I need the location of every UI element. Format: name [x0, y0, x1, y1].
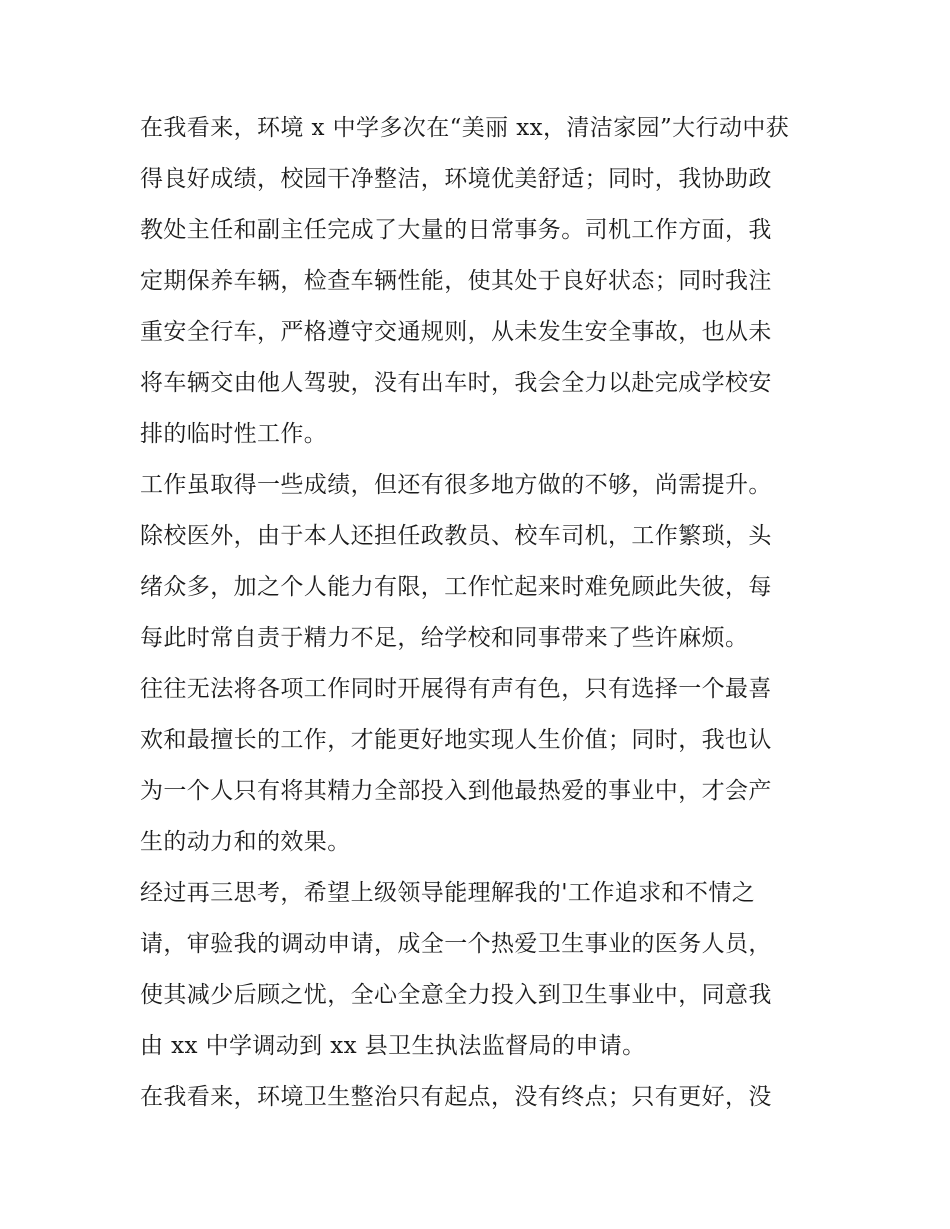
text-line: 使其减少后顾之忧，全心全意全力投入到卫生事业中，同意我 — [140, 982, 772, 1008]
document-body — [140, 103, 820, 1123]
text-line: 在我看来，环境卫生整治只有起点，没有终点；只有更好，没 — [140, 1084, 772, 1110]
text-line: 排的临时性工作。 — [140, 421, 328, 447]
text-line: 生的动力和的效果。 — [140, 829, 351, 855]
text-line: 得良好成绩，校园干净整洁，环境优美舒适；同时，我协助政 — [140, 166, 772, 192]
text-line: 由 xx 中学调动到 xx 县卫生执法监督局的申请。 — [140, 1033, 646, 1059]
text-line: 定期保养车辆，检查车辆性能，使其处于良好状态；同时我注 — [140, 268, 772, 294]
text-line: 经过再三思考，希望上级领导能理解我的'工作追求和不情之 — [140, 880, 756, 906]
text-line: 工作虽取得一些成绩，但还有很多地方做的不够，尚需提升。 — [140, 472, 772, 498]
text-line: 绪众多，加之个人能力有限，工作忙起来时难免顾此失彼，每 — [140, 574, 772, 600]
text-line: 往往无法将各项工作同时开展得有声有色，只有选择一个最喜 — [140, 676, 772, 702]
text-line: 将车辆交由他人驾驶，没有出车时，我会全力以赴完成学校安 — [140, 370, 772, 396]
text-line: 欢和最擅长的工作，才能更好地实现人生价值；同时，我也认 — [140, 727, 772, 753]
text-line: 重安全行车，严格遵守交通规则，从未发生安全事故，也从未 — [140, 319, 772, 345]
text-line: 请，审验我的调动申请，成全一个热爱卫生事业的医务人员， — [140, 931, 772, 957]
text-line: 教处主任和副主任完成了大量的日常事务。司机工作方面，我 — [140, 217, 772, 243]
text-line: 除校医外，由于本人还担任政教员、校车司机，工作繁琐，头 — [140, 523, 772, 549]
text-line: 在我看来，环境 x 中学多次在“美丽 xx，清洁家园”大行动中获 — [140, 115, 790, 141]
text-line: 为一个人只有将其精力全部投入到他最热爱的事业中，才会产 — [140, 778, 772, 804]
text-line: 每此时常自责于精力不足，给学校和同事带来了些许麻烦。 — [140, 625, 749, 651]
